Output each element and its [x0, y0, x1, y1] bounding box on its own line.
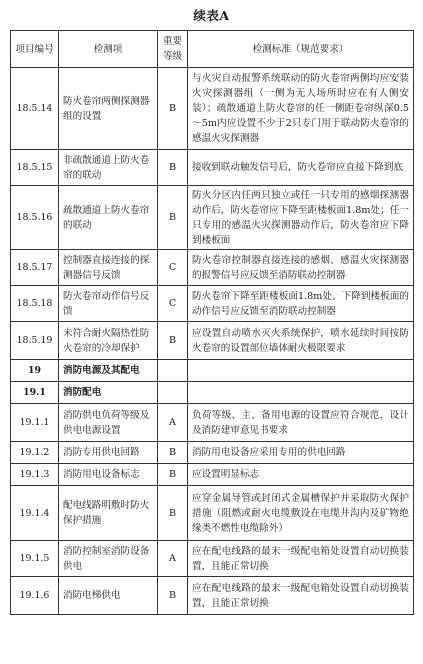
cell-standard: 与火灾自动报警系统联动的防火卷帘两侧均应安装火灾探测器组（一侧为无人场所时应在有人侧安装）；疏散通道上防火卷帘的任一侧距卷帘纵深0.5～5m内应设置不少于2只专门用于联动防火卷帘的感温火灾探测器 [188, 68, 414, 150]
cell-level: C [158, 250, 188, 286]
cell-level: B [158, 464, 188, 486]
cell-standard: 消防用电设备应采用专用的供电回路 [188, 442, 414, 464]
cell-code: 18.5.16 [11, 186, 59, 250]
cell-standard: 防火卷帘控制器直接连接的感烟、感温火灾探测器的报警信号应反馈至消防联动控制器 [188, 250, 414, 286]
table-row [11, 250, 414, 286]
table-row [11, 286, 414, 322]
cell-item: 消防用电设备标志 [59, 464, 158, 486]
cell-standard: 防火卷帘下降至距楼板面1.8m处、下降到楼板面的动作信号应反馈至消防联动控制器 [188, 286, 414, 322]
cell-code: 19.1.6 [11, 577, 59, 615]
cell-standard: 接收到联动触发信号后，防火卷帘应直接下降到底 [188, 150, 414, 186]
cell-code: 19.1.1 [11, 404, 59, 442]
cell-level: A [158, 541, 188, 577]
cell-level [158, 382, 188, 404]
cell-code: 19 [11, 360, 59, 382]
cell-standard: 应穿金属导管或封闭式金属槽保护并采取防火保护措施（阻燃或耐火电缆敷设在电缆井沟内及矿物绝缘类不燃性电缆除外） [188, 486, 414, 541]
table-header-row [11, 31, 414, 68]
cell-code: 19.1.5 [11, 541, 59, 577]
cell-code: 19.1.4 [11, 486, 59, 541]
cell-item: 消防电梯供电 [59, 577, 158, 615]
cell-item: 未符合耐火隔热性防火卷帘的冷却保护 [59, 322, 158, 360]
cell-code: 18.5.17 [11, 250, 59, 286]
cell-level [158, 360, 188, 382]
cell-code: 18.5.18 [11, 286, 59, 322]
table-row [11, 186, 414, 250]
cell-standard [188, 360, 414, 382]
cell-item: 防火卷帘动作信号反馈 [59, 286, 158, 322]
section-row [11, 360, 414, 382]
cell-item: 非疏散通道上防火卷帘的联动 [59, 150, 158, 186]
header-level: 重要等级 [158, 31, 188, 68]
cell-item: 配电线路明敷时防火保护措施 [59, 486, 158, 541]
cell-item: 消防配电 [59, 382, 158, 404]
inspection-table [10, 30, 414, 615]
section-row [11, 382, 414, 404]
cell-item: 疏散通道上防火卷帘的联动 [59, 186, 158, 250]
table-row [11, 464, 414, 486]
cell-item: 消防控制室消防设备供电 [59, 541, 158, 577]
cell-code: 18.5.19 [11, 322, 59, 360]
header-item: 检测项 [59, 31, 158, 68]
cell-standard [188, 382, 414, 404]
cell-code: 18.5.15 [11, 150, 59, 186]
table-row [11, 150, 414, 186]
cell-code: 19.1.3 [11, 464, 59, 486]
table-body [11, 68, 414, 615]
cell-item: 消防专用供电回路 [59, 442, 158, 464]
cell-code: 19.1.2 [11, 442, 59, 464]
cell-item: 消防电源及其配电 [59, 360, 158, 382]
cell-level: B [158, 186, 188, 250]
cell-level: B [158, 322, 188, 360]
cell-standard: 负荷等级、主、备用电源的设置应符合规范，设计及消防建审意见书要求 [188, 404, 414, 442]
header-code: 项目编号 [11, 31, 59, 68]
cell-item: 消防供电负荷等级及供电电源设置 [59, 404, 158, 442]
cell-standard: 应设置自动喷水灭火系统保护，喷水延续时间按防火卷帘的设置部位墙体耐火极限要求 [188, 322, 414, 360]
table-row [11, 404, 414, 442]
cell-level: B [158, 442, 188, 464]
cell-code: 18.5.14 [11, 68, 59, 150]
table-row [11, 541, 414, 577]
table-row [11, 577, 414, 615]
table-row [11, 68, 414, 150]
table-caption: 续表A [193, 8, 230, 23]
cell-level: B [158, 486, 188, 541]
cell-level: C [158, 286, 188, 322]
cell-item: 防火卷帘两侧探测器组的设置 [59, 68, 158, 150]
cell-code: 19.1 [11, 382, 59, 404]
cell-standard: 应在配电线路的最末一级配电箱处设置自动切换装置，且能正常切换 [188, 541, 414, 577]
cell-level: B [158, 577, 188, 615]
cell-standard: 应在配电线路的最末一级配电箱处设置自动切换装置，且能正常切换 [188, 577, 414, 615]
table-row [11, 486, 414, 541]
table-row [11, 322, 414, 360]
header-standard: 检测标准（规范要求） [188, 31, 414, 68]
cell-level: B [158, 150, 188, 186]
cell-level: A [158, 404, 188, 442]
cell-standard: 应设置明显标志 [188, 464, 414, 486]
table-row [11, 442, 414, 464]
cell-level: B [158, 68, 188, 150]
cell-standard: 防火分区内任两只独立或任一只专用的感烟探测器动作后，防火卷帘应下降至距楼板面1.8m处；任一只专用的感温火灾探测器动作后，防火卷帘应下降到楼板面 [188, 186, 414, 250]
cell-item: 控制器直接连接的探测器信号反馈 [59, 250, 158, 286]
